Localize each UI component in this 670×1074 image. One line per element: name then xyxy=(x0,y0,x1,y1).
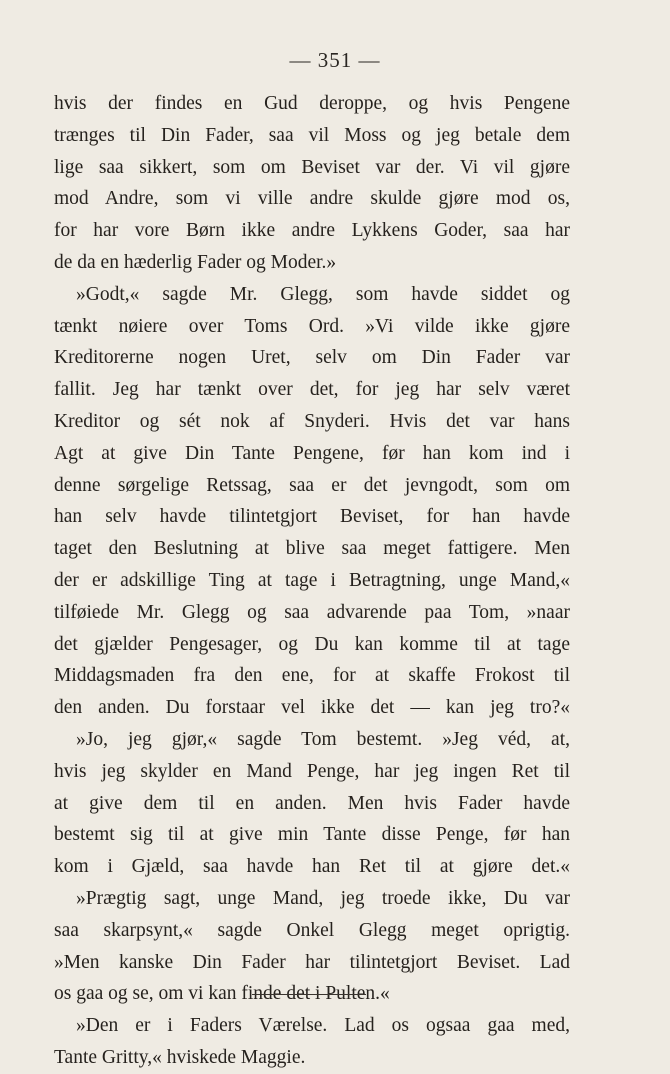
text-line: tilføiede Mr. Glegg og saa advarende paa Tom, »naar xyxy=(54,601,570,623)
text-line: Middagsmaden fra den ene, for at skaffe Frokost til xyxy=(54,665,570,687)
text-line: »Men kanske Din Fader har tilintetgjort Beviset. Lad xyxy=(54,951,570,973)
text-line: de da en hæderlig Fader og Moder.» xyxy=(54,251,337,273)
text-line: taget den Beslutning at blive saa meget fattigere. Men xyxy=(54,538,570,560)
text-line: tænkt nøiere over Toms Ord. »Vi vilde ikke gjøre xyxy=(54,315,570,337)
text-line: det gjælder Pengesager, og Du kan komme til at tage xyxy=(54,633,570,655)
text-line: Kreditor og sét nok af Snyderi. Hvis det var hans xyxy=(54,410,570,432)
text-line: hvis der findes en Gud deroppe, og hvis Pengene xyxy=(54,93,570,114)
text-line: saa skarpsynt,« sagde Onkel Glegg meget oprigtig. xyxy=(54,919,570,941)
text-line: mod Andre, som vi ville andre skulde gjøre mod os, xyxy=(54,188,570,210)
text-line: lige saa sikkert, som om Beviset var der. Vi vil gjøre xyxy=(54,156,570,178)
body-text xyxy=(54,88,570,1074)
text-line: den anden. Du forstaar vel ikke det — kan jeg tro?« xyxy=(54,697,570,719)
text-line: han selv havde tilintetgjort Beviset, for han havde xyxy=(54,506,570,528)
text-line: trænges til Din Fader, saa vil Moss og jeg betale dem xyxy=(54,124,570,146)
text-line: »Prægtig sagt, unge Mand, jeg troede ikke, Du var xyxy=(76,887,570,909)
text-line: fallit. Jeg har tænkt over det, for jeg har selv været xyxy=(54,379,570,401)
text-line: »Jo, jeg gjør,« sagde Tom bestemt. »Jeg véd, at, xyxy=(76,728,570,750)
text-line: »Godt,« sagde Mr. Glegg, som havde siddet og xyxy=(76,283,570,305)
text-line: der er adskillige Ting at tage i Betragtning, unge Mand,« xyxy=(54,569,570,591)
text-line: os gaa og se, om vi kan finde det i Pulten.« xyxy=(54,983,390,1005)
text-line: »Den er i Faders Værelse. Lad os ogsaa gaa med, xyxy=(76,1015,570,1037)
page-number: — 351 — xyxy=(289,48,381,72)
text-line: kom i Gjæld, saa havde han Ret til at gjøre det.« xyxy=(54,856,570,878)
text-line: Kreditorerne nogen Uret, selv om Din Fader var xyxy=(54,347,570,369)
text-line: denne sørgelige Retssag, saa er det jevngodt, som om xyxy=(54,474,570,496)
text-line: Tante Gritty,« hviskede Maggie. xyxy=(54,1046,306,1068)
text-line: bestemt sig til at give min Tante disse Penge, før han xyxy=(54,824,570,846)
end-rule xyxy=(252,994,366,995)
text-line: hvis jeg skylder en Mand Penge, har jeg ingen Ret til xyxy=(54,760,570,782)
text-line: at give dem til en anden. Men hvis Fader havde xyxy=(54,792,570,814)
text-line: for har vore Børn ikke andre Lykkens Goder, saa har xyxy=(54,220,570,242)
text-line: Agt at give Din Tante Pengene, før han kom ind i xyxy=(54,442,570,464)
